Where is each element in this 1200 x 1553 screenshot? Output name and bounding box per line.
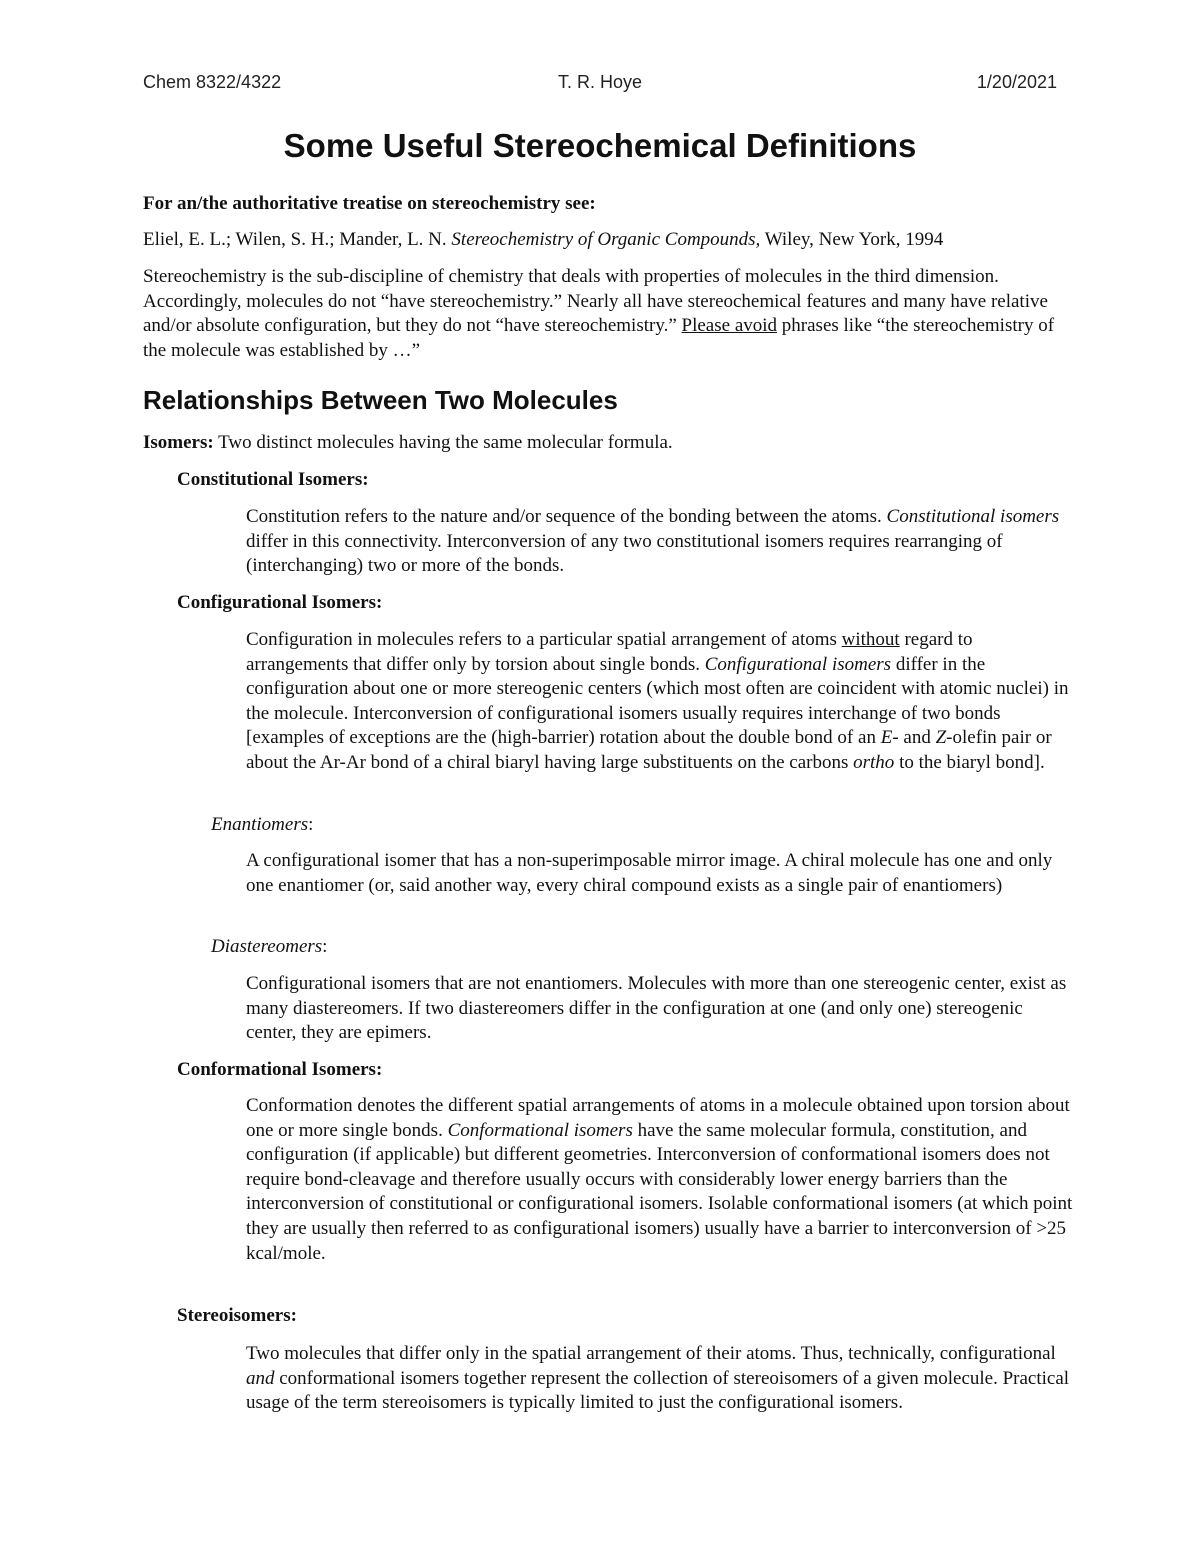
constitutional-text-1: Constitution refers to the nature and/or sequence of the bonding between the atoms.	[246, 506, 887, 527]
configurational-definition	[246, 628, 1076, 776]
conformational-label: Conformational Isomers:	[177, 1059, 383, 1080]
constitutional-text-2: differ in this connectivity. Interconversion of any two constitutional isomers requires rearranging of (interchanging) two or more of the bonds.	[246, 530, 1003, 577]
header-date: 1/20/2021	[976, 72, 1057, 92]
stereoisomers-definition	[246, 1342, 1076, 1416]
isomers-text: Two distinct molecules having the same molecular formula.	[213, 432, 673, 453]
intro-paragraph	[143, 265, 1073, 363]
header-author: T. R. Hoye	[557, 72, 643, 92]
isomers-definition	[143, 431, 673, 456]
page-title: Some Useful Stereochemical Definitions	[283, 127, 917, 164]
intro-underlined-text: Please avoid	[681, 315, 778, 337]
constitutional-term: Constitutional isomers	[886, 506, 1060, 527]
conformational-text-2: have the same molecular formula, constitution, and configuration (if applicable) but different geometries. Interconversion of conformational isomers does not require bond-cleavage and therefore usually occurs with considerably lower energy barriers than the interconversion of constitutional or configurational isomers. Isolable conformational isomers (at which point they are usually then referred to as configurational isomers) usually have a barrier to interconversion of >25 kcal/mole.	[246, 1119, 1073, 1264]
section-heading: Relationships Between Two Molecules	[143, 385, 618, 415]
configurational-e-letter: E	[880, 727, 893, 749]
reference-citation	[143, 228, 943, 253]
intro-heading: For an/the authoritative treatise on stereochemistry see:	[143, 193, 596, 214]
configurational-text-5: -olefin pair or about the Ar-Ar bond of a chiral biaryl having large substituents on the carbons	[246, 727, 1052, 773]
diastereomers-definition: Configurational isomers that are not enantiomers. Molecules with more than one stereogenic center, exist as many diastereomers. If two diastereomers differ in the configuration at one (and only one) stereogenic center, they are epimers.	[246, 973, 1067, 1044]
stereoisomers-and: and	[246, 1367, 275, 1389]
configurational-text-6: to the biaryl bond].	[894, 751, 1045, 773]
configurational-text-2: regard to arrangements that differ only by torsion about single bonds.	[246, 629, 973, 675]
header-course: Chem 8322/4322	[143, 72, 282, 92]
diastereomers-colon: :	[322, 936, 328, 957]
stereoisomers-text-1: Two molecules that differ only in the spatial arrangement of their atoms. Thus, technically, configurational	[246, 1343, 1056, 1364]
enantiomers-colon: :	[308, 814, 314, 835]
stereoisomers-text-2: conformational isomers together represent the collection of stereoisomers of a given molecule. Practical usage of the term stereoisomers is typically limited to just the configurational isomers.	[246, 1367, 1070, 1414]
configurational-z-letter: Z	[935, 727, 947, 749]
constitutional-label: Constitutional Isomers:	[177, 469, 369, 490]
enantiomers-definition: A configurational isomer that has a non-superimposable mirror image. A chiral molecule has one and only one enantiomer (or, said another way, every chiral compound exists as a single pair of enantiomers)	[246, 850, 1053, 896]
intro-text-2: phrases like “the stereochemistry of the molecule was established by …”	[143, 315, 1055, 361]
configurational-text-1: Configuration in molecules refers to a particular spatial arrangement of atoms	[246, 629, 842, 650]
enantiomers-label-text: Enantiomers	[211, 814, 309, 835]
stereoisomers-label: Stereoisomers:	[177, 1305, 297, 1326]
configurational-ortho: ortho	[853, 751, 895, 773]
conformational-term: Conformational isomers	[447, 1119, 633, 1141]
configurational-text-3: differ in the configuration about one or more stereogenic centers (which most often are coincident with atomic nuclei) in the molecule. Interconversion of configurational isomers usually requires interchange of two bonds [examples of exceptions are the (high-barrier) rotation about the double bond of an	[246, 653, 1069, 749]
citation-authors: Eliel, E. L.; Wilen, S. H.; Mander, L. N.	[143, 229, 452, 250]
configurational-term: Configurational isomers	[704, 653, 892, 675]
citation-book-title: Stereochemistry of Organic Compounds,	[451, 229, 761, 250]
configurational-underlined: without	[841, 629, 900, 650]
diastereomers-label-text: Diastereomers	[211, 936, 323, 957]
conformational-text-1: Conformation denotes the different spatial arrangements of atoms in a molecule obtained upon torsion about one or more single bonds.	[246, 1095, 1070, 1141]
isomers-label: Isomers:	[143, 432, 214, 453]
constitutional-definition	[246, 505, 1076, 579]
enantiomers-label	[211, 813, 313, 838]
intro-text-1: Stereochemistry is the sub-discipline of chemistry that deals with properties of molecules in the third dimension. Accordingly, molecules do not “have stereochemistry.” Nearly all have stereochemical features and many have relative and/or absolute configuration, but they do not “have stereochemistry.”	[143, 266, 1048, 337]
configurational-label: Configurational Isomers:	[177, 592, 383, 613]
conformational-definition	[246, 1094, 1076, 1266]
citation-publisher: Wiley, New York, 1994	[760, 229, 944, 250]
configurational-text-4: - and	[892, 727, 936, 749]
diastereomers-label	[211, 935, 327, 960]
